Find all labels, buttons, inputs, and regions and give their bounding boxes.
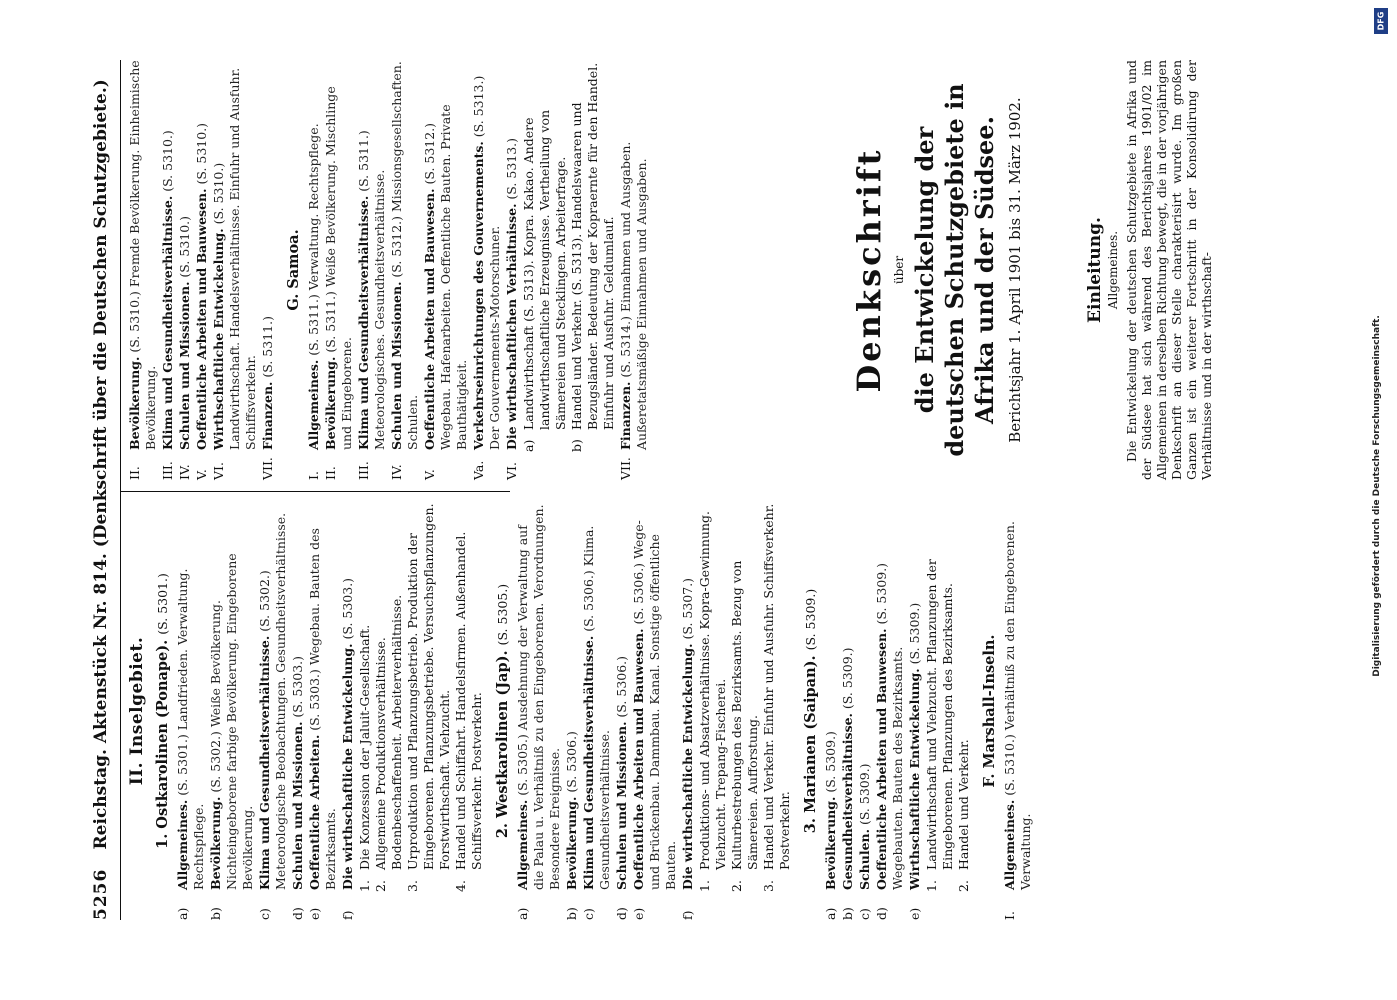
toc-item [614,502,630,920]
toc-item-body [307,502,339,890]
toc-subitem [697,502,729,920]
left-toc-blocks [155,502,1034,920]
toc-item-marker: b) [208,907,223,920]
toc-item-body [618,60,650,450]
toc-subitem-text: Produktions- und Absatzverhältnisse. Kopra-Gewinnung. Viehzucht. Trepang-Fischerei. [697,511,728,870]
toc-item [564,502,580,920]
toc-item-title: Gesundheitsverhältnisse. [840,713,855,890]
toc-item-marker: V. [194,469,209,480]
toc-item-title: Die wirthschaftliche Entwickelung. [680,643,695,890]
toc-item-marker: IV. [389,464,404,480]
toc-item-marker: III. [160,461,175,480]
toc-item-text: (S. 5306.) [564,731,579,797]
toc-subitem [405,502,453,920]
toc-item-title: Schulen und Missionen. [389,281,404,450]
toc-subitem [729,502,761,920]
toc-subitem [924,502,956,920]
toc-subitem-text: Landwirthschaft (S. 5313). Kopra. Kakao. Andere landwirthschaftliche Erzeugnisse. Vertheilung von Sämereien und Stecklingen. Arbeiterfrage. [521,109,568,430]
intro-heading: Einleitung. [1085,217,1105,323]
toc-item-body [257,502,289,890]
toc-item-marker: f) [340,910,355,920]
toc-item-marker: VII. [618,457,633,480]
toc-item-text: (S. 5309.) [823,731,838,797]
page-header [84,60,118,920]
toc-subitem-text: Handel und Verkehr. Einfuhr und Ausfuhr. Schiffsverkehr. Postverkehr. [761,503,792,870]
toc-item [422,60,470,480]
toc-item-title: Verkehrseinrichtungen des Gouvernements. [471,141,486,450]
toc-item-body [471,60,503,450]
toc-subitem-text: Die Konzession der Jaluit-Gesellschaft. [357,624,372,870]
toc-item-title: Oeffentliche Arbeiten und Bauwesen. [631,628,646,890]
toc-item [581,502,613,920]
toc-item [306,60,322,480]
toc-item-body [614,502,630,890]
toc-subitem [761,502,793,920]
toc-item-title: Klima und Gesundheitsverhältnisse. [356,195,371,450]
toc-item-marker: c) [257,908,272,920]
toc-subitem-text: Kulturbestrebungen des Bezirksamts. Bezug von Sämereien. Aufforstung. [729,560,760,870]
page-number: 5256 [91,868,111,920]
toc-heading-title: F. Marshall-Inseln. [981,634,998,788]
toc-item-body [127,60,159,450]
toc-item-body [564,502,580,890]
toc-subitem [453,502,485,920]
toc-item-text: (S. 5302.) Meteorologische Beobachtungen. Gesundheitsverhältnisse. [257,512,288,890]
toc-item-text: (S. 5310.) Landwirthschaft. Handelsverhältnisse. Einfuhr und Ausfuhr. Schiffsverkehr. [211,67,258,450]
toc-item [290,502,306,920]
toc-item-marker: b) [564,907,579,920]
toc-item-title: Oeffentliche Arbeiten. [307,734,322,890]
toc-item [160,60,176,480]
toc-item-text: (S. 5306.) Klima. Gesundheitsverhältnisse. [581,525,612,890]
toc-item-title: Allgemeines. [515,799,530,890]
toc-subitem-marker: 2. [956,880,971,892]
report-period: Berichtsjahr 1. April 1901 bis 31. März 1902. [1006,97,1024,443]
toc-item-body [356,60,388,450]
toc-item [874,502,906,920]
toc-item-marker: e) [907,907,922,920]
toc-item-marker: d) [290,907,305,920]
toc-item-text: (S. 5311.) Weiße Bevölkerung. Mischlinge und Eingeborene. [323,86,354,450]
toc-item-marker: IV. [177,464,192,480]
toc-heading [982,502,998,920]
toc-item-text: (S. 5314.) Einnahmen und Ausgaben. Außeretatsmäßige Einnahmen und Ausgaben. [618,141,649,450]
section-heading: II. Inselgebiet. [127,636,147,786]
toc-item-title: Bevölkerung. [208,796,223,890]
toc-item-marker: VII. [260,457,275,480]
toc-item-title: Oeffentliche Arbeiten und Bauwesen. [194,188,209,450]
toc-item-body [306,60,322,450]
toc-item-body [208,502,256,890]
toc-item-marker: II. [127,466,142,480]
toc-item [175,502,207,920]
toc-subitem-marker: 2. [373,880,388,892]
toc-item-text: (S. 5306.) [614,655,629,722]
toc-item-text: (S. 5309.) [907,602,922,669]
toc-heading [803,502,819,920]
toc-item-text: (S. 5309.) [857,763,872,830]
toc-item-marker: e) [307,907,322,920]
toc-item-title: Allgemeines. [175,799,190,890]
right-toc-blocks [127,60,650,480]
toc-item [389,60,421,480]
digitization-note: Digitalisierung gefördert durch die Deutsche Forschungsgemeinschaft. [1372,315,1382,677]
toc-item-text: (S. 5302.) Weiße Bevölkerung. Nichteingeborene farbige Bevölkerung. Eingeborene Bevölkerung. [208,553,255,890]
toc-item-body [874,502,906,890]
toc-item-body [177,60,193,450]
toc-item-body [515,502,563,890]
toc-item-marker: d) [614,907,629,920]
title-block [850,60,1034,480]
toc-item [194,60,210,480]
toc-item-title: Klima und Gesundheitsverhältnisse. [581,635,596,890]
toc-item-title: Bevölkerung. [564,796,579,890]
toc-item-marker: d) [874,907,889,920]
toc-item-title: Klima und Gesundheitsverhältnisse. [160,195,175,450]
toc-item-title: Schulen und Missionen. [614,721,629,890]
toc-heading [155,502,171,920]
toc-item-title: Oeffentliche Arbeiten und Bauwesen. [422,188,437,450]
toc-item-marker: a) [823,907,838,920]
toc-item [257,502,289,920]
left-column [126,502,1035,920]
toc-item-title: Finanzen. [260,381,275,450]
toc-item-title: Finanzen. [618,381,633,450]
toc-item-text: (S. 5310.) [177,215,192,282]
toc-item-title: Die wirthschaftliche Entwickelung. [340,643,355,890]
toc-item [211,60,259,480]
toc-item-marker: b) [840,907,855,920]
toc-subitem-text: Landwirthschaft und Viehzucht. Pflanzungen der Eingeborenen. Pflanzungen des Bezirksamts. [924,559,955,870]
toc-item-text: (S. 5303.) [290,655,305,722]
toc-item-title: Klima und Gesundheitsverhältnisse. [257,635,272,890]
toc-heading-title: 1. Ostkarolinen (Ponape). [154,639,171,849]
toc-item-body [581,502,613,890]
toc-subitem [357,502,373,920]
toc-item-text: (S. 5311.) Verwaltung. Rechtspflege. [306,123,321,360]
toc-subitem-marker: 1. [924,880,939,892]
toc-item-title: Wirthschaftliche Entwickelung. [211,228,226,450]
toc-subitem-text: Allgemeine Produktionsverhältnisse. Bodenbeschaffenheit. Arbeiterverhältnisse. [373,594,404,870]
toc-item-marker: II. [323,466,338,480]
toc-item [840,502,856,920]
toc-item-body [340,502,356,890]
toc-item [631,502,679,920]
toc-item-text: (S. 5307.) [680,577,695,644]
toc-item-title: Bevölkerung. [127,356,142,450]
toc-item-marker: a) [175,907,190,920]
toc-subitem-marker: a) [521,439,536,452]
toc-item [907,502,923,920]
toc-item-text: (S. 5306.) Wege- und Brückenbau. Dammbau. Kanal. Sonstige öffentliche Bauten. [631,520,678,890]
toc-item-text: (S. 5309.) [840,647,855,714]
toc-subitem-text: Urproduktion und Pflanzungsbetrieb. Produktion der Eingeborenen. Pflanzungsbetriebe. Versuchspflanzungen. Forstwirthschaft. Viehzucht. [405,503,452,870]
toc-item [307,502,339,920]
toc-subitem-marker: 1. [357,880,372,892]
toc-item-body [194,60,210,450]
toc-item [177,60,193,480]
toc-item [471,60,503,480]
toc-item-body [160,60,176,450]
toc-item-text: (S. 5310.) [160,130,175,196]
toc-item-body [823,502,839,890]
toc-item-marker: VI. [211,462,226,480]
toc-heading-title: G. Samoa. [285,229,302,311]
toc-heading-title: 2. Westkarolinen (Jap). [494,650,511,839]
intro-subheading: Allgemeines. [1106,230,1120,310]
toc-item-marker: Va. [471,460,486,480]
toc-item [618,60,650,480]
toc-item-text: (S. 5312.) Wegebau. Hafenarbeiten. Oeffentliche Bauten. Private Bauthätigkeit. [422,104,469,450]
toc-item-text: (S. 5313.) [504,137,519,204]
toc-item-marker: I. [306,471,321,480]
toc-item-marker: V. [422,469,437,480]
toc-subitem-marker: 3. [761,880,776,892]
toc-item-body [631,502,679,890]
header-rule [120,60,121,920]
toc-item-marker: I. [1002,911,1017,920]
toc-item-title: Schulen und Missionen. [290,721,305,890]
toc-heading-ref: (S. 5305.) [495,583,510,646]
toc-subitem [956,502,972,920]
toc-item-title: Die wirthschaftlichen Verhältnisse. [504,203,519,450]
toc-subitem-marker: 4. [453,880,468,892]
toc-item-title: Allgemeines. [1002,799,1017,890]
toc-item-marker: VI. [504,462,519,480]
dfg-logo: DFG [1374,8,1388,34]
toc-subitem [521,60,569,480]
toc-item-text: (S. 5311.) [260,316,275,382]
toc-item-marker: III. [356,461,371,480]
toc-subitem-marker: 2. [729,880,744,892]
toc-item [208,502,256,920]
toc-heading-ref: (S. 5301.) [155,573,170,635]
toc-item [127,60,159,480]
toc-item-text: (S. 5303.) [340,577,355,644]
toc-subitem-marker: 1. [697,880,712,892]
toc-item-text: (S. 5311.) Meteorologisches. Gesundheitsverhältnisse. [356,130,387,450]
introduction [1085,60,1214,480]
toc-item-marker: c) [857,908,872,920]
toc-item-title: Oeffentliche Arbeiten und Bauwesen. [874,628,889,890]
toc-subitem [373,502,405,920]
toc-item-text: (S. 5305.) Ausdehnung der Verwaltung auf die Palau u. Verhältniß zu den Eingeborenen. Verordnungen. Besondere Ereignisse. [515,504,562,890]
toc-item-body [211,60,259,450]
toc-item-text: (S. 5313.) Der Gouvernements-Motorschuner. [471,75,502,450]
toc-item-text: (S. 5301.) Landfrieden. Verwaltung. Rechtspflege. [175,568,206,890]
toc-item-body [389,60,421,450]
toc-item [515,502,563,920]
toc-item-title: Bevölkerung. [323,356,338,450]
toc-item [857,502,873,920]
toc-item-text: (S. 5309.) Wegebauten. Bauten des Bezirksamts. [874,562,905,890]
toc-item-body [323,60,355,450]
toc-subitem-marker: b) [569,439,584,452]
toc-item-text: (S. 5303.) Wegebau. Bauten des Bezirksamts. [307,528,338,890]
toc-item-marker: c) [581,908,596,920]
toc-item-body [1002,502,1034,890]
toc-heading [286,60,302,480]
toc-item-body [290,502,306,890]
toc-item [680,502,696,920]
toc-item-title: Schulen. [857,829,872,890]
toc-item-body [260,60,276,450]
toc-item-body [907,502,923,890]
toc-item [323,60,355,480]
toc-item-body [175,502,207,890]
document-title: Denkschrift [850,147,888,393]
toc-subitem [569,60,617,480]
toc-item [504,60,520,480]
toc-subitem-text: Handel und Verkehr. [956,739,971,870]
right-column [126,60,651,480]
toc-item-text: (S. 5310.) Fremde Bevölkerung. Einheimische Bevölkerung. [127,60,158,450]
toc-heading-title: 3. Marianen (Saipan). [802,655,819,834]
toc-item-title: Allgemeines. [306,359,321,450]
toc-item-text: (S. 5312.) Missionsgesellschaften. Schulen. [389,61,420,450]
toc-item-marker: a) [515,907,530,920]
toc-item-title: Schulen und Missionen. [177,281,192,450]
document-subtitle: die Entwickelung der deutschen Schutzgebiete in Afrika und der Südsee. [910,83,999,457]
toc-heading-ref: (S. 5309.) [803,588,818,651]
toc-subitem-text: Handel und Schiffahrt. Handelsfirmen. Außenhandel. Schiffsverkehr. Postverkehr. [453,531,484,870]
running-title: Reichstag. Aktenstück Nr. 814. (Denkschrift über die Deutschen Schutzgebiete.) [91,79,111,850]
toc-item-body [680,502,696,890]
toc-item [823,502,839,920]
column-divider [120,491,510,492]
toc-item-title: Bevölkerung. [823,796,838,890]
toc-item-body [504,60,520,450]
intro-paragraph: Die Entwickelung der deutschen Schutzgebiete in Afrika und der Südsee hat sich während des Berichtsjahres 1901/02 im Allgemeinen in derselben Richtung bewegt, die in der vorjährigen Denkschrift an dieser Stelle charakterisirt wurde. Im großen Ganzen ist ein weiterer Fortschritt in der Konsolidirung der Verhältnisse und in der wirthschaft- [1124,60,1214,480]
toc-item [356,60,388,480]
toc-item [1002,502,1034,920]
toc-item-text: (S. 5310.) Verhältniß zu den Eingeborenen. Verwaltung. [1002,521,1033,890]
toc-subitem-text: Handel und Verkehr. (S. 5313). Handelswaaren und Bezugsländer. Bedeutung der Kopraernte für den Handel. Einfuhr und Ausfuhr. Geldumlauf. [569,62,616,430]
title-connector: über [892,255,906,285]
toc-item-marker: f) [680,910,695,920]
toc-item [260,60,276,480]
toc-item-body [422,60,470,450]
toc-item-marker: e) [631,907,646,920]
toc-item [340,502,356,920]
toc-heading [495,502,511,920]
toc-subitem-marker: 3. [405,880,420,892]
toc-item-body [857,502,873,890]
toc-item-body [840,502,856,890]
toc-item-text: (S. 5310.) [194,122,209,189]
toc-item-title: Wirthschaftliche Entwickelung. [907,668,922,890]
